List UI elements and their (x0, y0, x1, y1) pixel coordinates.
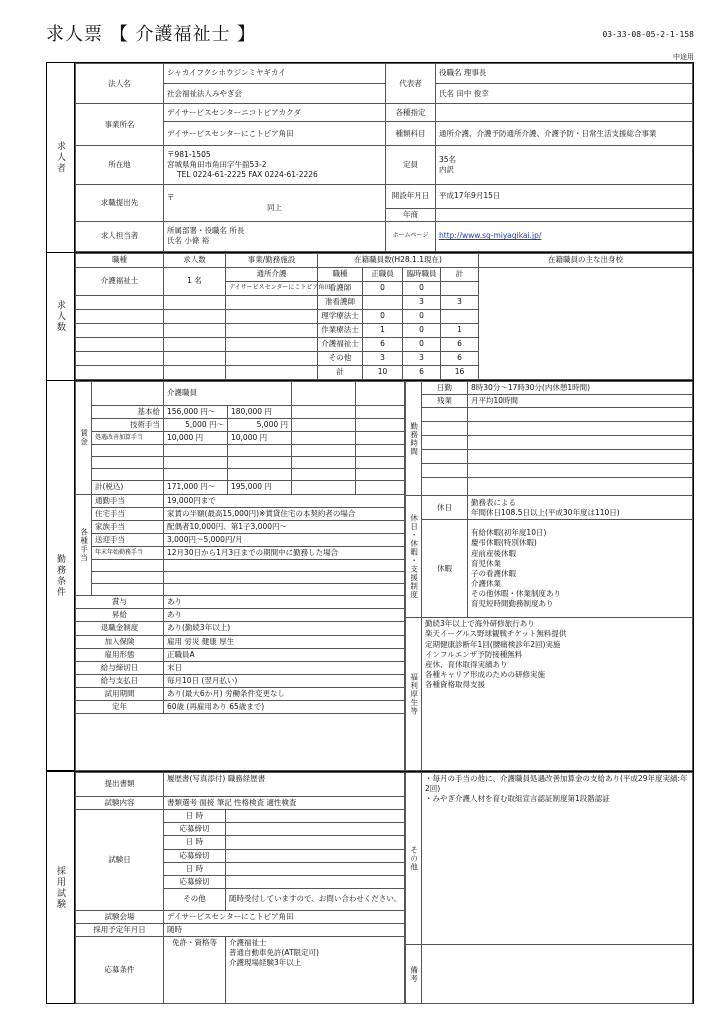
allowance-value: 配偶者10,000円、第1子3,000円～ (164, 520, 405, 533)
allowance-value: 12月30日から1月3日までの期間中に勤務した場合 (164, 547, 405, 560)
rep-title: 役職名 理事長 (436, 64, 693, 84)
staff-row: 理学療法士 (318, 310, 363, 324)
overtime-label: 残業 (422, 395, 468, 408)
section-employer: 求人者 (47, 63, 75, 253)
misc-label: 雇用形態 (76, 648, 164, 661)
facility-name: デイサービスセンターにこトピア角田 (226, 282, 318, 296)
schools-value (479, 268, 693, 380)
corp-kana: シャカイフクシホウジンミヤギカイ (164, 64, 386, 84)
staff-row: 1 (441, 324, 479, 338)
misc-value: あり (164, 609, 405, 622)
welfare-line: 各種資格取得支援 (425, 680, 485, 689)
staff-row: 0 (363, 310, 403, 324)
wage-max: 5,000 円 (228, 419, 292, 432)
staff-row: 3 (403, 352, 441, 366)
facility-type: 通所介護 (226, 268, 318, 282)
capacity-label: 定員 (386, 146, 436, 184)
wage-min: 156,000 円～ (164, 406, 228, 419)
wage-max: 180,000 円 (228, 406, 292, 419)
misc-label: 加入保険 (76, 635, 164, 648)
allowance-label: 送迎手当 (92, 533, 164, 546)
hdr-job: 職種 (76, 254, 164, 268)
hdr-schools: 在籍職員の主な出身校 (479, 254, 693, 268)
service-value: 通所介護、介護予防通所介護、介護予防・日常生活支援総合事業 (436, 122, 693, 146)
venue-value: デイサービスセンターにこトピア角田 (164, 910, 405, 923)
submit-zip: 〒 (167, 192, 175, 202)
contact-cell (164, 221, 386, 251)
allowance-label: 各種手当 (76, 494, 92, 596)
document-number: 03-33-08-05-2-1-158 (602, 30, 694, 39)
content-label: 試験内容 (76, 797, 164, 810)
venue-label: 試験会場 (76, 910, 164, 923)
misc-value: 毎月10日 (翌月払い) (164, 674, 405, 687)
misc-label: 定年 (76, 701, 164, 714)
leave-line: 慶弔休暇(特別休暇) (471, 538, 537, 548)
allowance-label: 家族手当 (92, 520, 164, 533)
address-label: 所在地 (76, 146, 164, 184)
staff-row: その他 (318, 352, 363, 366)
leave-cell (468, 520, 693, 618)
other-col-label: その他 (406, 773, 422, 945)
leave-line: その他休暇・休業制度あり (471, 589, 561, 598)
opened-label: 開設年月日 (386, 184, 436, 208)
allowance-value: 3,000円～5,000円/月 (164, 533, 405, 546)
allowance-value: 19,000円まで (164, 494, 405, 507)
notes-value (422, 945, 693, 1004)
other-line: ・毎月の手当の他に、介護職員処遇改善加算金の支給あり(平成29年度実績:年2回) (425, 774, 688, 794)
misc-label: 給与支払日 (76, 674, 164, 687)
content-value: 書類選考 面接 筆記 性格検査 適性検査 (164, 797, 405, 810)
staff-row: 看護師 (318, 282, 363, 296)
homepage-label: ホームページ (386, 221, 436, 251)
misc-value: 雇用 労災 健康 厚生 (164, 635, 405, 648)
revenue-value (436, 208, 693, 221)
docs-label: 提出書類 (76, 773, 164, 797)
job-name: 介護福祉士 (76, 268, 164, 296)
requirement-line: 普通自動車免許(AT限定可) (229, 948, 319, 958)
section-selection: 採用試験 (47, 771, 75, 1003)
allowance-value: 家賃の半額(最高15,000円)※賃貸住宅の本契約者の場合 (164, 507, 405, 520)
staff-total-row: 10 (363, 366, 403, 380)
start-value: 随時 (164, 924, 405, 937)
designation-label: 各種指定 (386, 104, 436, 122)
zip-code: 〒981-1505 (167, 149, 211, 159)
welfare-line: 楽天イーグルス野球観戦チケット無料提供 (425, 629, 567, 639)
hdr-count: 求人数 (164, 254, 226, 268)
office-label: 事業所名 (76, 104, 164, 146)
corp-label: 法人名 (76, 64, 164, 104)
exam-date-row: 応募締切 (164, 875, 226, 888)
contact-name: 氏名 小條 裕 (167, 236, 210, 246)
phone-fax: TEL 0224-61-2225 FAX 0224-61-2226 (177, 169, 318, 179)
job-column: 介護職員 (164, 382, 292, 406)
homepage-link[interactable]: http://www.sg-miyagikai.jp/ (439, 231, 542, 241)
corp-name: 社会福祉法人みやぎ会 (164, 84, 386, 104)
total-max: 195,000 円 (228, 481, 292, 494)
leave-sub-label: 休暇 (422, 520, 468, 618)
wage-max: 10,000 円 (228, 432, 292, 445)
wage-label: 賃金 (76, 382, 92, 495)
leave-line: 子の看護休暇 (471, 568, 516, 578)
staff-hdr-total: 計 (441, 268, 479, 282)
address-cell (164, 146, 386, 184)
wage-min: 10,000 円 (164, 432, 228, 445)
leave-line: 育児短時間勤務制度あり (471, 599, 554, 609)
staff-row: 6 (363, 338, 403, 352)
staff-row: 1 (363, 324, 403, 338)
total-label: 計(税込) (92, 481, 164, 494)
rep-name: 氏名 田中 俊幸 (436, 84, 693, 104)
exam-date-row: 日 時 (164, 862, 226, 875)
holiday-label: 休日・休暇・支援制度 (406, 496, 422, 618)
staff-row: 0 (363, 282, 403, 296)
day-shift-label: 日勤 (422, 382, 468, 395)
wage-row-label: 基本給 (92, 406, 164, 419)
start-label: 採用予定年月日 (76, 924, 164, 937)
office-kana: デイサービスセンターニコトピアカクダ (164, 104, 386, 122)
conditions-right (405, 381, 693, 771)
welfare-line: 定期健康診断年1回(腰痛検診年2回)実施 (425, 639, 561, 649)
staff-total-row: 6 (403, 366, 441, 380)
exam-date-row: 日 時 (164, 836, 226, 849)
address: 宮城県角田市角田字牛舘53-2 (167, 159, 267, 169)
requirement-line: 介護福祉士 (229, 938, 267, 948)
leave-line: 産前産後休暇 (471, 548, 516, 558)
welfare-label: 福利厚生等 (406, 618, 422, 771)
requirements-sub-label: 免許・資格等 (164, 937, 226, 1004)
staff-row: 介護福祉士 (318, 338, 363, 352)
requirements-cell (226, 937, 405, 1004)
misc-label: 試用期間 (76, 688, 164, 701)
staff-row: 0 (403, 310, 441, 324)
office-name: デイサービスセンターにこトピア角田 (164, 122, 386, 146)
overtime-value: 月平均10時間 (468, 395, 693, 408)
designation-value (436, 104, 693, 122)
misc-label: 昇給 (76, 609, 164, 622)
misc-label: 給与締切日 (76, 661, 164, 674)
section-conditions: 勤務条件 (47, 381, 75, 771)
welfare-line: 産休、育休取得実績あり (425, 659, 508, 669)
welfare-line: インフルエンザ予防接種無料 (425, 649, 523, 659)
staff-row: 3 (403, 296, 441, 310)
misc-value: あり (164, 596, 405, 609)
allowance-label: 住宅手当 (92, 507, 164, 520)
submit-same: 同上 (267, 202, 282, 212)
allowance-label: 年末年始勤務手当 (92, 547, 164, 560)
misc-value: 末日 (164, 661, 405, 674)
misc-label: 賞与 (76, 596, 164, 609)
misc-value: 60歳 (再雇用あり 65歳まで) (164, 701, 405, 714)
holiday-cell (468, 496, 693, 520)
revenue-label: 年商 (386, 208, 436, 221)
requirement-line: 介護現場経験3年以上 (229, 958, 302, 968)
leave-line: 育児休業 (471, 558, 501, 568)
welfare-line: 各種キャリア形成のための研修実施 (425, 669, 545, 679)
other-col-cell (422, 773, 693, 945)
docs-value: 履歴書(写真添付) 職務経歴書 (164, 773, 405, 797)
service-label: 種類科目 (386, 122, 436, 146)
staff-row: 0 (403, 324, 441, 338)
staff-row: 作業療法士 (318, 324, 363, 338)
recruit-block (75, 253, 693, 381)
holiday-line: 勤務表による (471, 497, 516, 507)
homepage-cell (436, 221, 693, 251)
opened-value: 平成17年9月15日 (436, 184, 693, 208)
misc-label: 退職金制度 (76, 622, 164, 635)
wage-min: 5,000 円～ (164, 419, 228, 432)
wage-row-label: 技術手当 (92, 419, 164, 432)
allowance-label: 通勤手当 (92, 494, 164, 507)
notes-label: 備考 (406, 945, 422, 1004)
staff-row (363, 296, 403, 310)
staff-hdr-type: 職種 (318, 268, 363, 282)
exam-date-label: 試験日 (76, 810, 164, 911)
staff-hdr-temp: 臨時職員 (403, 268, 441, 282)
capacity-value: 35名 (439, 154, 457, 164)
staff-row: 准看護師 (318, 296, 363, 310)
conditions-block (75, 381, 693, 771)
welfare-line: 勤続3年以上で海外研修旅行あり (425, 619, 535, 629)
section-recruit: 求人数 (47, 253, 75, 381)
welfare-cell (422, 618, 693, 771)
selection-block (75, 771, 693, 1003)
hire-type-label: 中途用 (673, 53, 694, 61)
staff-total-row: 計 (318, 366, 363, 380)
employer-block (75, 63, 693, 253)
staff-total-row: 16 (441, 366, 479, 380)
exam-date-row: 応募締切 (164, 823, 226, 836)
submit-cell (164, 184, 386, 221)
wage-row-label: 処遇改善加算手当 (92, 432, 164, 445)
staff-row (441, 282, 479, 296)
submit-label: 求職提出先 (76, 184, 164, 221)
selection-right (405, 772, 693, 1004)
holiday-line: 年間休日108.5日以上(平成30年度は110日) (471, 507, 620, 517)
job-count: 1 名 (164, 268, 226, 296)
leave-line: 有給休暇(初年度10日) (471, 528, 547, 538)
exam-date-row: 応募締切 (164, 849, 226, 862)
hdr-staff: 在籍職員数(H28.1.1現在) (318, 254, 479, 268)
exam-other-value: 随時受付していますので、お問い合わせください。 (226, 888, 405, 910)
leave-line: 介護休業 (471, 578, 501, 588)
misc-value: あり(最大6か月) 労働条件変更なし (164, 688, 405, 701)
document-title: 求人票 【 介護福祉士 】 (46, 24, 257, 45)
staff-hdr-regular: 正職員 (363, 268, 403, 282)
total-min: 171,000 円～ (164, 481, 228, 494)
exam-date-row: 日 時 (164, 810, 226, 823)
staff-row: 0 (403, 282, 441, 296)
selection-left (75, 772, 405, 1004)
contact-dept: 所属部署・役職名 所長 (167, 226, 245, 236)
capacity-breakdown: 内訳 (439, 164, 454, 174)
misc-value: あり(勤続3年以上) (164, 622, 405, 635)
exam-other-label: その他 (164, 888, 226, 910)
staff-row: 6 (441, 338, 479, 352)
staff-row (441, 310, 479, 324)
misc-value: 正職員A (164, 648, 405, 661)
day-shift-value: 8時30分～17時30分(内休憩1時間) (468, 382, 693, 395)
staff-row: 3 (441, 296, 479, 310)
work-time-label: 勤務時間 (406, 382, 422, 496)
rep-label: 代表者 (386, 64, 436, 104)
hdr-facility: 事業/勤務施設 (226, 254, 318, 268)
staff-row: 3 (363, 352, 403, 366)
conditions-left (75, 381, 405, 771)
capacity-cell (436, 146, 693, 184)
staff-row: 0 (403, 338, 441, 352)
other-line: ・みやぎ介護人材を育む取組宣言認証制度第1段階認証 (425, 794, 610, 804)
form-frame (46, 62, 694, 1004)
requirements-label: 応募条件 (76, 937, 164, 1004)
contact-label: 求人担当者 (76, 221, 164, 251)
staff-row: 6 (441, 352, 479, 366)
holiday-sub-label: 休日 (422, 496, 468, 520)
